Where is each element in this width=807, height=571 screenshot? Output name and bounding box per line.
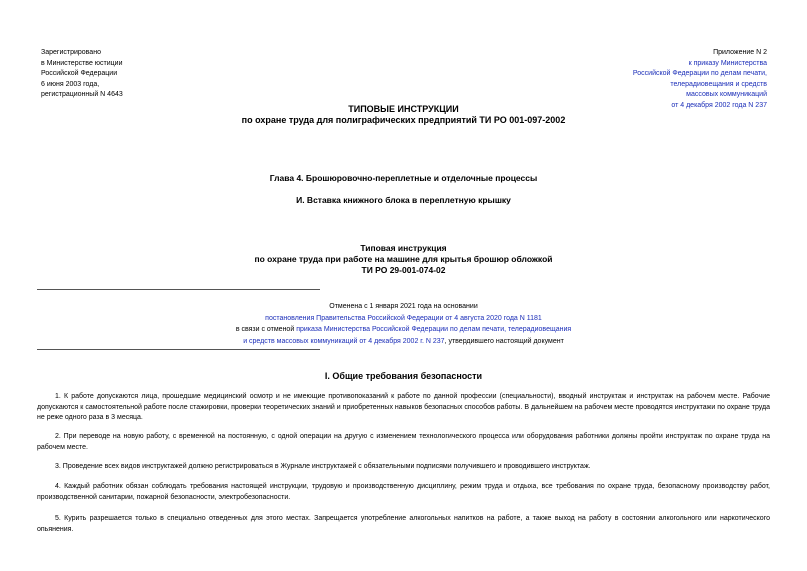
instruction-code: ТИ РО 29-001-074-02 [361, 265, 446, 275]
instruction-title-line: Типовая инструкция [360, 243, 447, 253]
paragraph: 1. К работе допускаются лица, прошедшие медицинский осмотр и не имеющие противопоказаний к работе по данной профессии (специальности), вводный инструктаж и инструктаж на рабочем месте. Рабочие допускаются к самостоятельной работе после стажировки, проверки теоретических знаний и приобретенных навыков безопасных способов работы. В дальнейшем на рабочем месте проводятся инструктажи по охране труда не реже одного раза в 3 месяца. [37, 393, 770, 421]
appendix-link-line[interactable]: телерадиовещания и средств [670, 80, 767, 88]
appendix-link-line[interactable]: от 4 декабря 2002 года N 237 [671, 101, 767, 109]
appendix-link-line[interactable]: к приказу Министерства [688, 59, 767, 67]
part-heading: I. Общие требования безопасности [324, 371, 483, 381]
cancellation-suffix: , утвердившего настоящий документ [444, 337, 564, 345]
registration-line: 6 июня 2003 года, [41, 80, 100, 88]
registration-line: регистрационный N 4643 [41, 91, 123, 98]
ministry-order-link[interactable]: приказа Министерства Российской Федерации по делам печати, телерадиовещания [296, 326, 572, 333]
paragraph: 2. При переводе на новую работу, с временной на постоянную, с одной операции на другую с изменением технологического процесса или оборудования работники должны пройти инструктаж по охране труда на рабочем месте. [37, 433, 770, 451]
section-heading: И. Вставка книжного блока в переплетную крышку [296, 195, 511, 205]
paragraph: 5. Курить разрешается только в специально отведенных для этого местах. Запрещается употребление алкогольных напитков на работе, а также выход на работу в состоянии алкогольного или наркотического опьянения. [37, 515, 770, 533]
registration-line: Зарегистрировано [41, 49, 101, 56]
document-subtitle-line: по охране труда для полиграфических предприятий ТИ РО 001-097-2002 [241, 115, 566, 125]
appendix-title: Приложение N 2 [713, 49, 767, 56]
cancellation-prefix: в связи с отменой [235, 326, 297, 333]
instruction-title-line: по охране труда при работе на машине для крытья брошюр обложкой [254, 254, 553, 264]
document-title-line: ТИПОВЫЕ ИНСТРУКЦИИ [348, 104, 459, 114]
document-title [0, 104, 807, 126]
registration-line: в Министерстве юстиции [41, 59, 123, 67]
cancellation-note [0, 301, 807, 347]
cancellation-line: Отменена с 1 января 2021 года на основании [329, 303, 478, 310]
appendix-link-line[interactable]: Российской Федерации по делам печати, [632, 70, 767, 77]
registration-line: Российской Федерации [41, 70, 118, 77]
registration-note [41, 48, 123, 101]
government-decree-link[interactable]: постановления Правительства Российской Федерации от 4 августа 2020 года N 1181 [265, 314, 542, 322]
divider-top [37, 289, 320, 290]
appendix-link-line[interactable]: массовых коммуникаций [686, 91, 767, 98]
divider-bottom [37, 349, 320, 350]
paragraph: 3. Проведение всех видов инструктажей должно регистрироваться в Журнале инструктажей с обязательными подписями получившего и проводившего инструктаж. [55, 463, 591, 470]
instruction-title [0, 243, 807, 276]
ministry-order-link-cont[interactable]: и средств массовых коммуникаций от 4 декабря 2002 г. N 237 [243, 337, 445, 345]
paragraph: 4. Каждый работник обязан соблюдать требования настоящей инструкции, трудовую и производственную дисциплину, режим труда и отдыха, все требования по охране труда, безопасному производству работ, производственной санитарии, пожарной безопасности, электробезопасности. [37, 483, 770, 501]
chapter-heading: Глава 4. Брошюровочно-переплетные и отделочные процессы [269, 173, 538, 183]
appendix-note [633, 48, 767, 111]
